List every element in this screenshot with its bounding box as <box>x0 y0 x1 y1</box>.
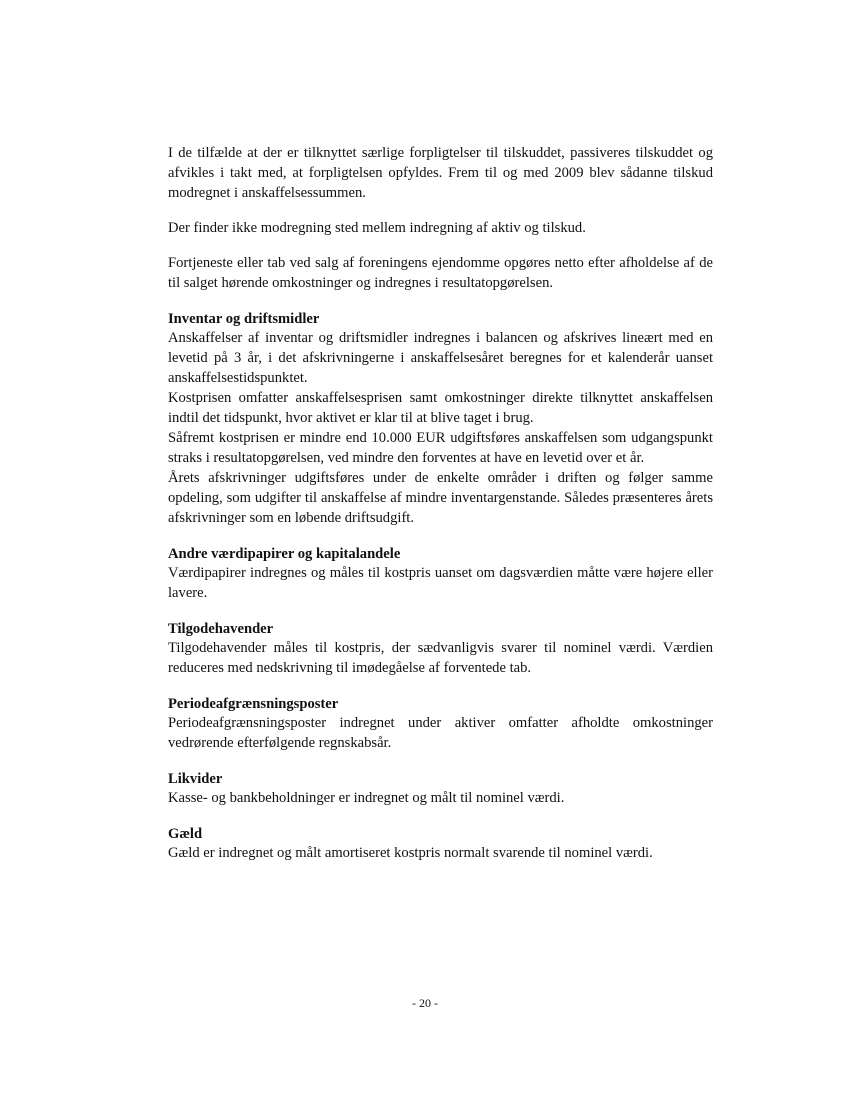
section-paragraph: Anskaffelser af inventar og driftsmidler indregnes i balancen og afskrives lineært med en levetid på 3 år, i det afskrivningerne i anskaffelsesåret beregnes for et kalenderår uanset anskaffelsestidspunktet. <box>168 330 713 386</box>
section-paragraph: Kasse- og bankbeholdninger er indregnet og målt til nominel værdi. <box>168 790 565 806</box>
section-likvider <box>168 771 713 808</box>
section-heading: Likvider <box>168 771 223 787</box>
section-paragraph: Værdipapirer indregnes og måles til kostpris uanset om dagsværdien måtte være højere eller lavere. <box>168 565 713 601</box>
intro-paragraph-3: Fortjeneste eller tab ved salg af foreningens ejendomme opgøres netto efter afholdelse af de til salget hørende omkostninger og indregnes i resultatopgørelsen. <box>168 255 713 291</box>
document-page <box>168 143 713 863</box>
section-heading: Gæld <box>168 826 203 842</box>
section-paragraph: Kostprisen omfatter anskaffelsesprisen samt omkostninger direkte tilknyttet anskaffelsen indtil det tidspunkt, hvor aktivet er klar til at blive taget i brug. <box>168 390 713 426</box>
page-number: - 20 - <box>412 996 438 1010</box>
section-paragraph: Såfremt kostprisen er mindre end 10.000 EUR udgiftsføres anskaffelsen som udgangspunkt straks i resultatopgørelsen, ved mindre den forventes at have en levetid over et år. <box>168 430 713 466</box>
section-vaerdipapirer <box>168 546 713 603</box>
section-paragraph: Tilgodehavender måles til kostpris, der sædvanligvis svarer til nominel værdi. Værdien reduceres med nedskrivning til imødegåelse af forventede tab. <box>168 640 713 676</box>
section-paragraph: Årets afskrivninger udgiftsføres under de enkelte områder i driften og følger samme opdeling, som udgifter til anskaffelse af mindre inventargenstande. Således præsenteres årets afskrivninger som en løbende driftsudgift. <box>168 470 713 526</box>
section-paragraph: Periodeafgrænsningsposter indregnet under aktiver omfatter afholdte omkostninger vedrørende efterfølgende regnskabsår. <box>168 715 713 751</box>
section-heading: Tilgodehavender <box>168 621 274 637</box>
section-heading: Periodeafgrænsningsposter <box>168 696 339 712</box>
section-periodeafgraensning <box>168 696 713 753</box>
section-paragraph: Gæld er indregnet og målt amortiseret kostpris normalt svarende til nominel værdi. <box>168 845 653 861</box>
section-tilgodehavender <box>168 621 713 678</box>
section-heading: Andre værdipapirer og kapitalandele <box>168 546 401 562</box>
intro-paragraph-1: I de tilfælde at der er tilknyttet særlige forpligtelser til tilskuddet, passiveres tilskuddet og afvikles i takt med, at forpligtelsen opfyldes. Frem til og med 2009 blev sådanne tilskud modregnet i anskaffelsessummen. <box>168 145 713 201</box>
section-heading: Inventar og driftsmidler <box>168 311 320 327</box>
intro-paragraph-2: Der finder ikke modregning sted mellem indregning af aktiv og tilskud. <box>168 220 586 236</box>
section-gaeld <box>168 826 713 863</box>
section-inventar <box>168 311 713 528</box>
